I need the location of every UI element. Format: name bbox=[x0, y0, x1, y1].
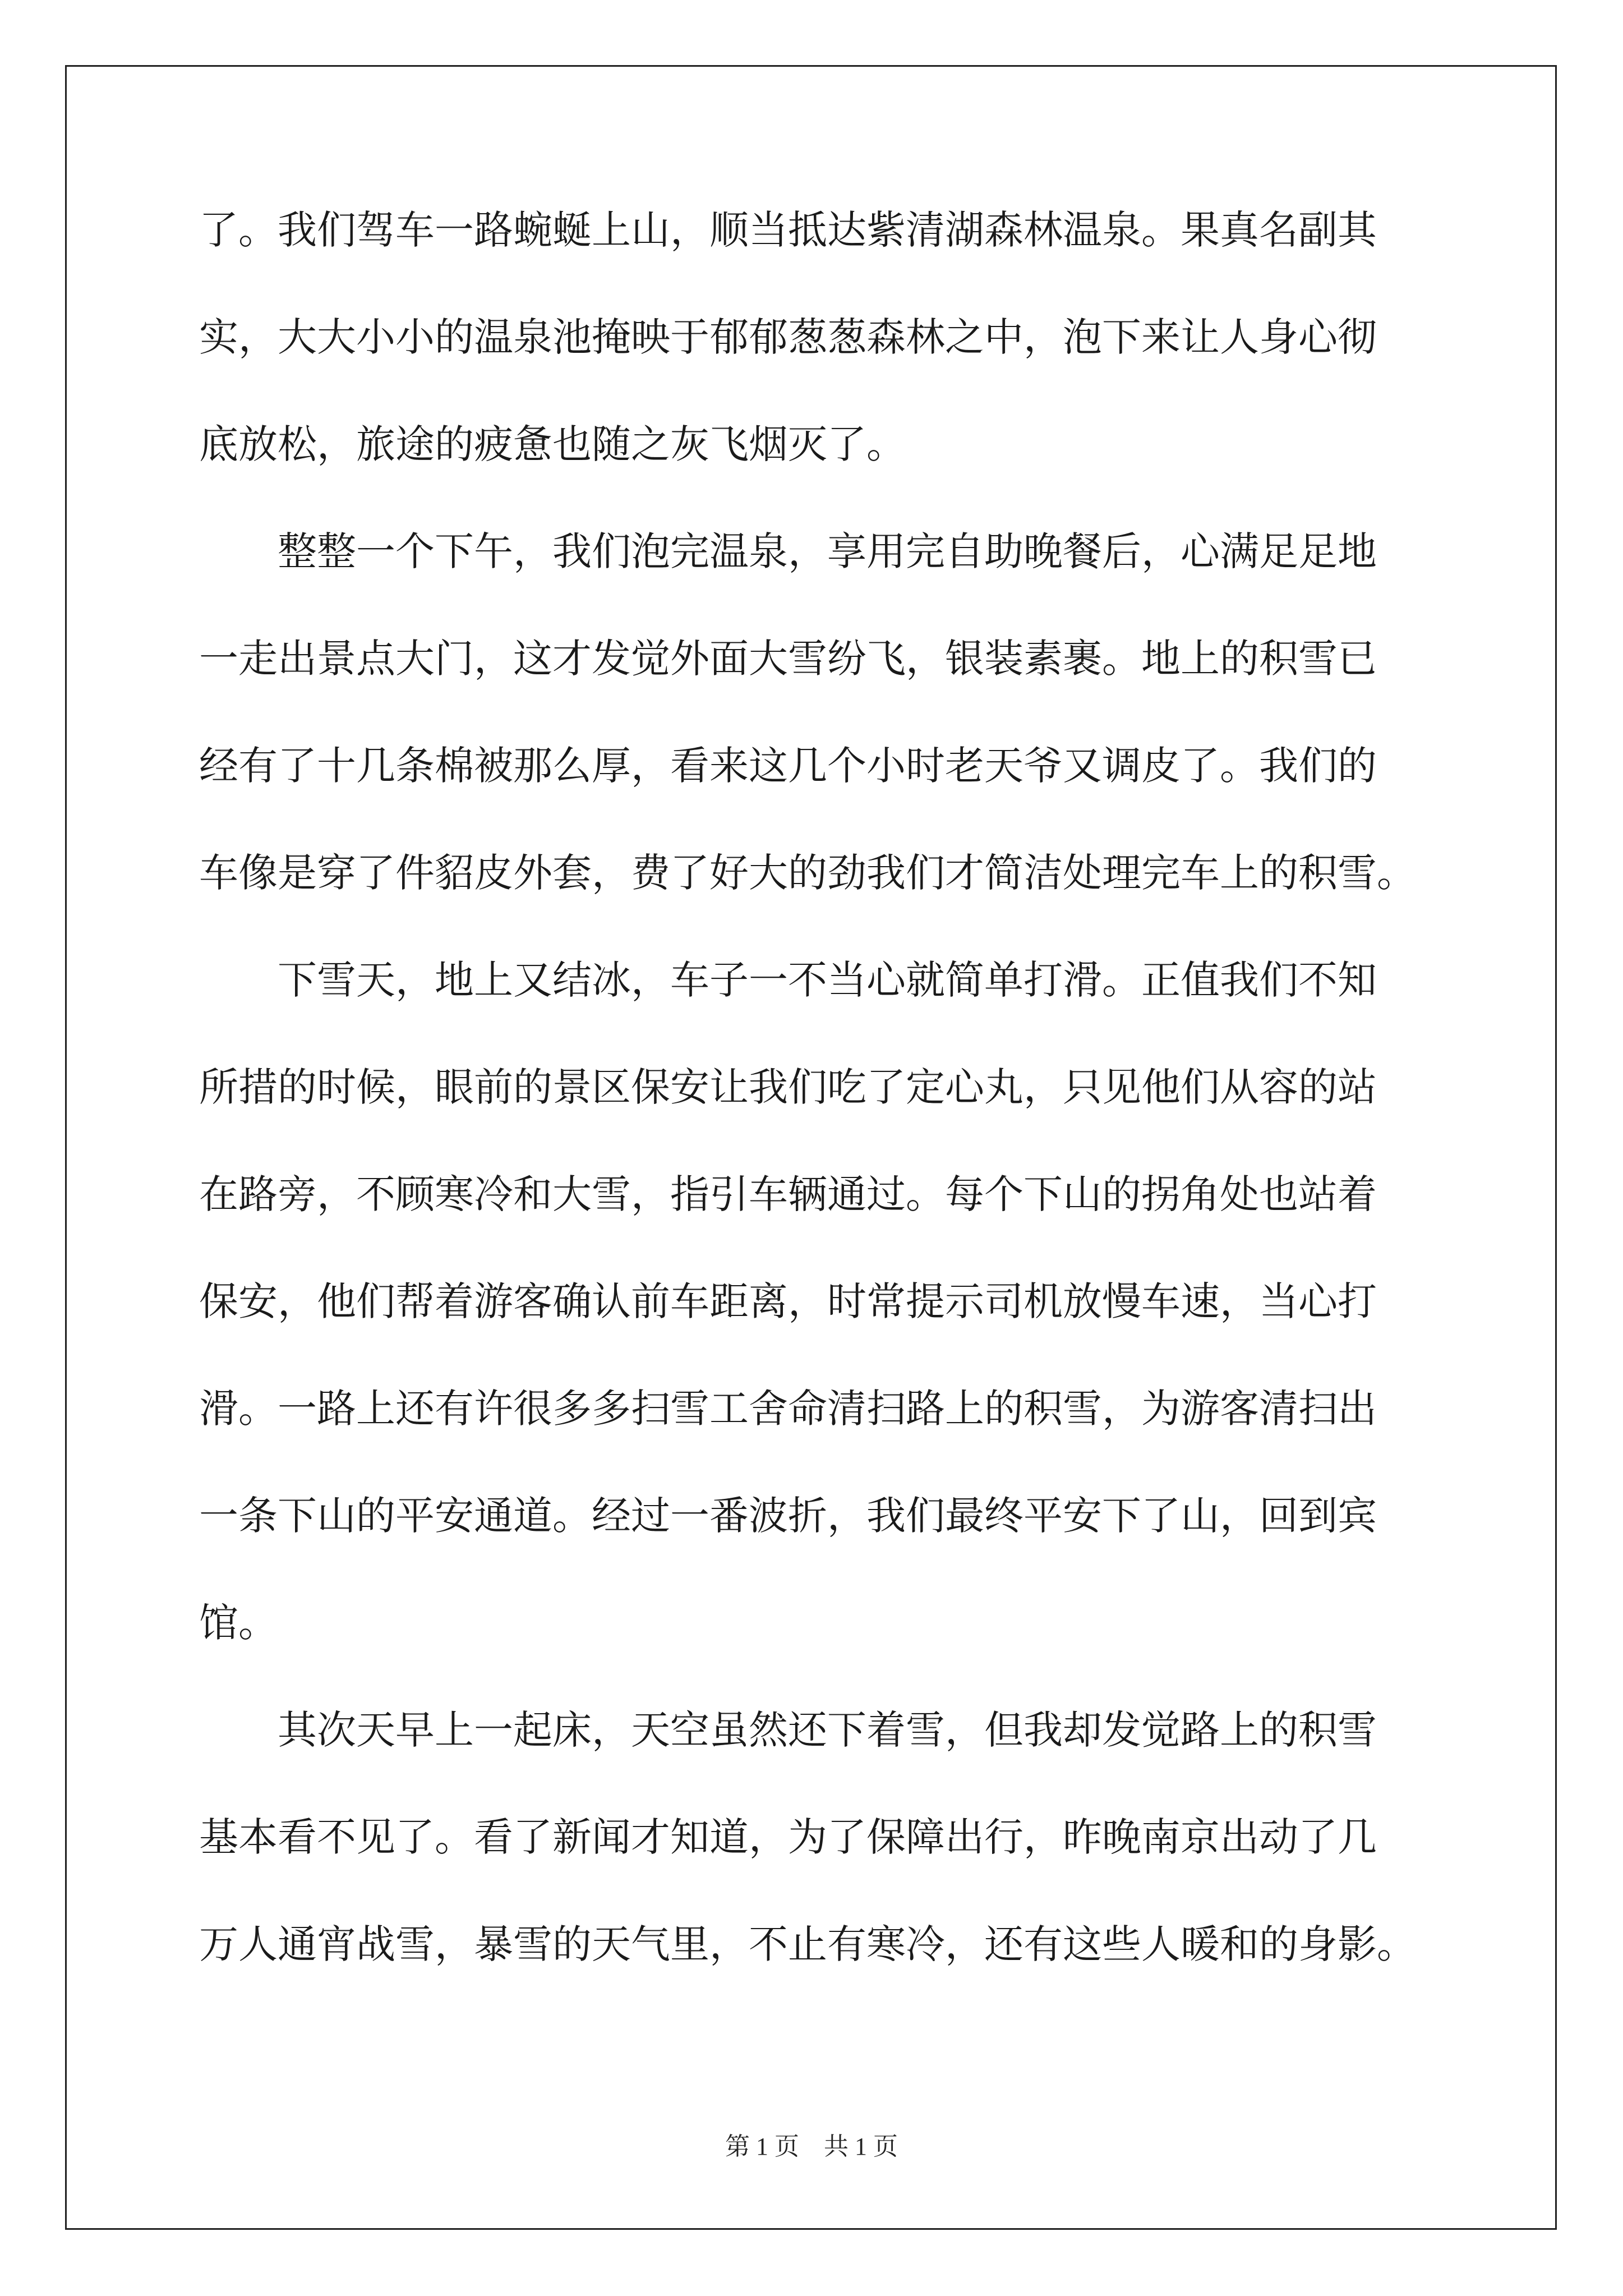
text-line: 实，大大小小的温泉池掩映于郁郁葱葱森林之中，泡下来让人身心彻 bbox=[199, 314, 1377, 360]
text-line: 基本看不见了。看了新闻才知道，为了保障出行，昨晚南京出动了几 bbox=[199, 1814, 1377, 1860]
text-line: 滑。一路上还有许很多多扫雪工舍命清扫路上的积雪，为游客清扫出 bbox=[199, 1386, 1377, 1432]
text-line: 经有了十几条棉被那么厚，看来这几个小时老天爷又调皮了。我们的 bbox=[199, 743, 1377, 789]
text-line: 在路旁，不顾寒冷和大雪，指引车辆通过。每个下山的拐角处也站着 bbox=[199, 1171, 1377, 1217]
text-line: 一条下山的平安通道。经过一番波折，我们最终平安下了山，回到宾 bbox=[199, 1493, 1377, 1539]
text-line: 万人通宵战雪，暴雪的天气里，不止有寒冷，还有这些人暖和的身影。 bbox=[199, 1921, 1416, 1967]
text-line: 车像是穿了件貂皮外套，费了好大的劲我们才简洁处理完车上的积雪。 bbox=[199, 850, 1416, 896]
text-line: 了。我们驾车一路蜿蜒上山，顺当抵达紫清湖森林温泉。果真名副其 bbox=[199, 207, 1377, 253]
text-line: 馆。 bbox=[199, 1600, 278, 1646]
page-number-footer: 第 1 页 共 1 页 bbox=[725, 2133, 898, 2160]
document-body bbox=[199, 207, 1433, 2032]
text-line: 底放松，旅途的疲惫也随之灰飞烟灭了。 bbox=[199, 421, 906, 467]
text-line: 保安，他们帮着游客确认前车距离，时常提示司机放慢车速，当心打 bbox=[199, 1278, 1377, 1324]
text-line: 所措的时候，眼前的景区保安让我们吃了定心丸，只见他们从容的站 bbox=[199, 1064, 1377, 1110]
text-line: 其次天早上一起床，天空虽然还下着雪，但我却发觉路上的积雪 bbox=[199, 1707, 1377, 1753]
text-line: 整整一个下午，我们泡完温泉，享用完自助晚餐后，心满足足地 bbox=[199, 528, 1377, 574]
text-line: 一走出景点大门，这才发觉外面大雪纷飞，银装素裹。地上的积雪已 bbox=[199, 636, 1377, 682]
text-line: 下雪天，地上又结冰，车子一不当心就简单打滑。正值我们不知 bbox=[199, 957, 1377, 1003]
